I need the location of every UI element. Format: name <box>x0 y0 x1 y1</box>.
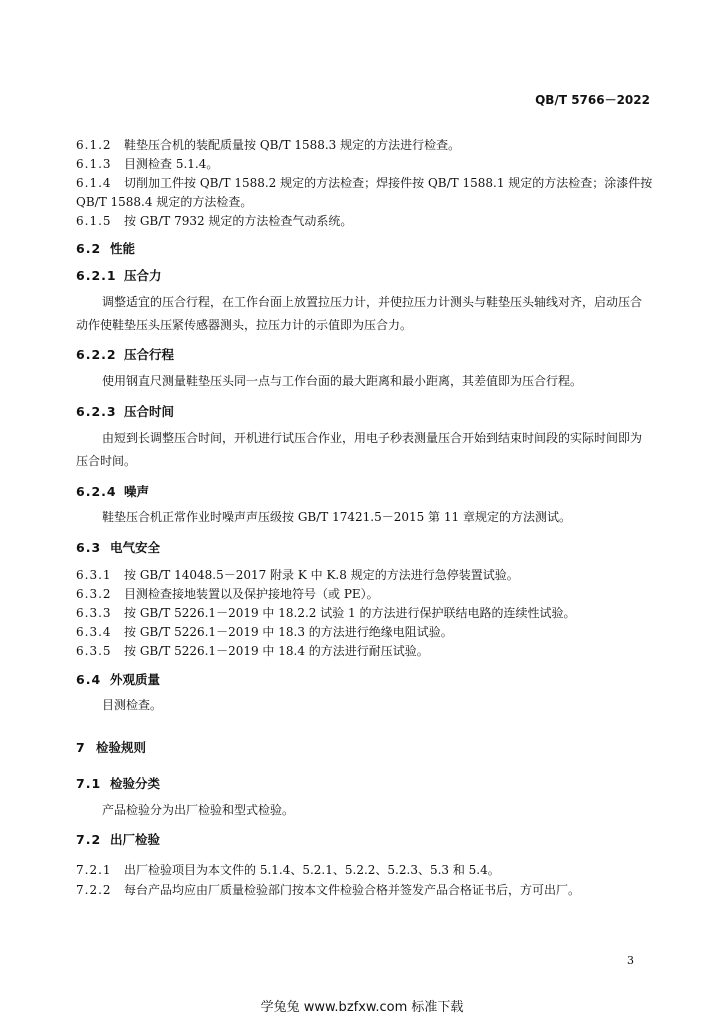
footer-watermark: 学兔兔 www.bzfxw.com 标准下载 <box>260 1000 464 1015</box>
clause-6-3-4 <box>76 623 453 640</box>
clause-text: 出厂检验项目为本文件的 5.1.4、5.2.1、5.2.2、5.2.3、5.3 和 5.4。 <box>124 863 500 877</box>
clause-7-2-1 <box>76 861 500 878</box>
clause-number: 6.1.2 <box>76 138 112 152</box>
heading-number: 6.3 <box>76 540 102 555</box>
section-heading-6-2 <box>76 239 135 257</box>
heading-number: 6.2.2 <box>76 347 117 362</box>
clause-number: 6.3.4 <box>76 625 112 639</box>
heading-number: 6.2.3 <box>76 404 117 419</box>
heading-text: 性能 <box>110 241 136 256</box>
clause-6-3-2 <box>76 585 379 602</box>
clause-text: 按 GB/T 5226.1－2019 中 18.3 的方法进行绝缘电阻试验。 <box>124 625 453 639</box>
heading-text: 检验分类 <box>110 776 161 791</box>
clause-7-2-2 <box>76 881 580 898</box>
clause-number: 6.3.2 <box>76 587 112 601</box>
clause-text: 按 GB/T 5226.1－2019 中 18.2.2 试验 1 的方法进行保护联结电路的连续性试验。 <box>124 606 576 620</box>
clause-6-3-3 <box>76 604 576 621</box>
clause-6-1-3 <box>76 155 218 172</box>
clause-text: 每台产品均应由厂质量检验部门按本文件检验合格并签发产品合格证书后，方可出厂。 <box>124 883 581 897</box>
heading-number: 6.2.4 <box>76 484 117 499</box>
heading-text: 电气安全 <box>110 540 161 555</box>
heading-number: 6.2 <box>76 241 102 256</box>
standard-number: QB/T 5766－2022 <box>535 93 650 107</box>
section-heading-7-2 <box>76 830 160 848</box>
clause-text: QB/T 1588.4 规定的方法检查。 <box>76 195 253 209</box>
clause-text: 目测检查 5.1.4。 <box>124 157 219 171</box>
section-heading-6-2-2 <box>76 345 174 363</box>
section-heading-6-2-3 <box>76 402 174 420</box>
heading-number: 6.4 <box>76 672 102 687</box>
section-heading-6-4 <box>76 670 160 688</box>
heading-text: 压合时间 <box>124 404 175 419</box>
section-heading-6-2-1 <box>76 266 162 284</box>
clause-6-3-1 <box>76 566 519 583</box>
chapter-heading-7 <box>76 738 146 756</box>
clause-text: 鞋垫压合机的装配质量按 QB/T 1588.3 规定的方法进行检查。 <box>124 138 461 152</box>
clause-number: 7.2.1 <box>76 863 112 877</box>
paragraph-6-2-4: 鞋垫压合机正常作业时噪声声压级按 GB/T 17421.5－2015 第 11 章规定的方法测试。 <box>102 510 571 524</box>
clause-6-1-5 <box>76 212 352 229</box>
clause-6-1-2 <box>76 136 460 153</box>
paragraph-6-4: 目测检查。 <box>102 698 163 712</box>
heading-text: 压合行程 <box>124 347 175 362</box>
section-heading-6-3 <box>76 538 160 556</box>
clause-number: 6.3.1 <box>76 568 112 582</box>
heading-text: 出厂检验 <box>110 832 161 847</box>
heading-text: 外观质量 <box>110 672 161 687</box>
page-number: 3 <box>627 954 634 967</box>
clause-6-3-5 <box>76 642 429 659</box>
paragraph-6-2-2: 使用钢直尺测量鞋垫压头同一点与工作台面的最大距离和最小距离，其差值即为压合行程。 <box>102 374 583 388</box>
clause-number: 6.3.3 <box>76 606 112 620</box>
section-heading-7-1 <box>76 774 160 792</box>
clause-number: 6.3.5 <box>76 644 112 658</box>
heading-text: 检验规则 <box>96 740 147 755</box>
paragraph-6-2-3: 由短到长调整压合时间，开机进行试压合作业，用电子秒表测量压合开始到结束时间段的实际时间即为压合时间。 <box>76 431 643 468</box>
heading-number: 7.2 <box>76 832 102 847</box>
clause-text: 按 GB/T 14048.5－2017 附录 K 中 K.8 规定的方法进行急停装置试验。 <box>124 568 519 582</box>
clause-number: 7.2.2 <box>76 883 112 897</box>
paragraph-6-2-1: 调整适宜的压合行程，在工作台面上放置拉压力计，并使拉压力计测头与鞋垫压头轴线对齐，启动压合动作使鞋垫压头压紧传感器测头，拉压力计的示值即为压合力。 <box>76 295 643 332</box>
clause-text: 目测检查接地装置以及保护接地符号（或 PE）。 <box>124 587 379 601</box>
clause-text: 按 GB/T 5226.1－2019 中 18.4 的方法进行耐压试验。 <box>124 644 429 658</box>
clause-text: 按 GB/T 7932 规定的方法检查气动系统。 <box>124 214 353 228</box>
heading-text: 压合力 <box>124 268 162 283</box>
section-heading-6-2-4 <box>76 482 149 500</box>
clause-6-1-4-continued <box>76 193 252 210</box>
clause-number: 6.1.4 <box>76 176 112 190</box>
clause-6-1-4 <box>76 174 652 191</box>
heading-number: 7.1 <box>76 776 102 791</box>
heading-number: 6.2.1 <box>76 268 117 283</box>
heading-text: 噪声 <box>124 484 150 499</box>
heading-number: 7 <box>76 740 86 755</box>
clause-text: 切削加工件按 QB/T 1588.2 规定的方法检查；焊接件按 QB/T 1588.1 规定的方法检查；涂漆件按 <box>124 176 653 190</box>
paragraph-7-1: 产品检验分为出厂检验和型式检验。 <box>102 803 295 817</box>
clause-number: 6.1.3 <box>76 157 112 171</box>
clause-number: 6.1.5 <box>76 214 112 228</box>
